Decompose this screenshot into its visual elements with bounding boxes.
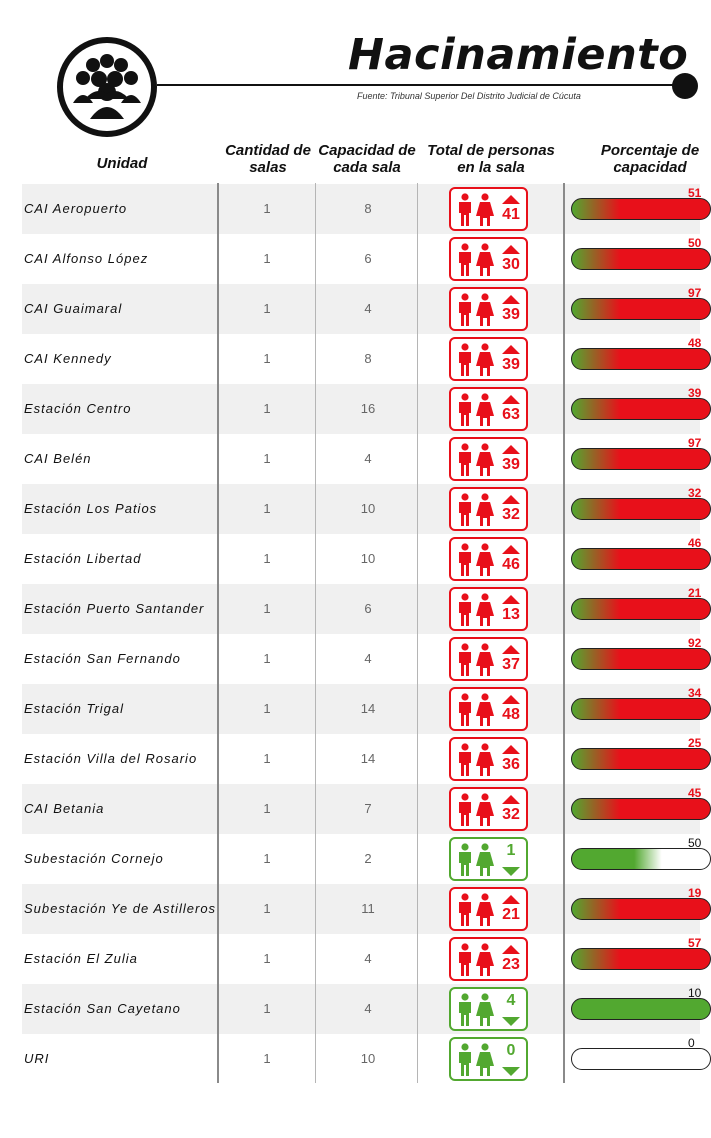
total-persons: 36 (502, 756, 520, 773)
plus-icon: + (687, 796, 699, 818)
occupancy-badge (449, 837, 528, 881)
person-icon (456, 443, 496, 477)
occupancy-badge (449, 587, 528, 631)
percent-value: 92 (688, 636, 702, 650)
rooms-value: 1 (263, 701, 271, 716)
rooms-value: 1 (263, 251, 271, 266)
occupancy-badge (449, 287, 528, 331)
capacity-value: 10 (360, 551, 376, 566)
arrow-up-icon (502, 495, 520, 504)
table-row (22, 784, 700, 834)
percent-value: 50 (688, 836, 702, 850)
percent-value: 39 (688, 386, 702, 400)
capacity-value: 2 (364, 851, 372, 866)
rooms-value: 1 (263, 1051, 271, 1066)
occupancy-badge (449, 687, 528, 731)
table-row (22, 934, 700, 984)
arrow-down-icon (502, 1067, 520, 1076)
percent-value: 34 (688, 686, 702, 700)
rooms-value: 1 (263, 751, 271, 766)
occupancy-badge (449, 387, 528, 431)
rooms-value: 1 (263, 551, 271, 566)
source-note: Fuente: Tribunal Superior Del Distrito Judicial de Cúcuta (357, 91, 581, 101)
total-persons: 32 (502, 506, 520, 523)
total-persons: 41 (502, 206, 520, 223)
total-persons: 39 (502, 356, 520, 373)
unit-name: Estación Villa del Rosario (24, 751, 198, 766)
person-icon (456, 693, 496, 727)
percent-value: 97 (688, 436, 702, 450)
total-persons: 0 (506, 1042, 516, 1059)
capacity-value: 14 (360, 751, 376, 766)
column-divider (315, 183, 316, 1083)
percent-value: 51 (688, 186, 702, 200)
arrow-up-icon (502, 595, 520, 604)
capacity-value: 14 (360, 701, 376, 716)
plus-icon: + (687, 946, 699, 968)
plus-icon: + (687, 546, 699, 568)
total-persons: 39 (502, 306, 520, 323)
percent-value: 10 (688, 986, 702, 1000)
col-header-total: Total de personas en la sala (427, 142, 555, 176)
percent-value: 19 (688, 886, 702, 900)
unit-name: Subestación Cornejo (24, 851, 164, 866)
rooms-value: 1 (263, 201, 271, 216)
total-persons: 23 (502, 956, 520, 973)
total-persons: 13 (502, 606, 520, 623)
column-divider (563, 183, 565, 1083)
person-icon (456, 643, 496, 677)
rooms-value: 1 (263, 901, 271, 916)
person-icon (456, 193, 496, 227)
column-divider (417, 183, 418, 1083)
plus-icon: + (687, 446, 699, 468)
person-icon (456, 943, 496, 977)
occupancy-badge (449, 187, 528, 231)
occupancy-badge (449, 637, 528, 681)
arrow-up-icon (502, 245, 520, 254)
rooms-value: 1 (263, 401, 271, 416)
plus-icon: + (687, 346, 699, 368)
capacity-value: 6 (364, 601, 372, 616)
arrow-up-icon (502, 295, 520, 304)
rooms-value: 1 (263, 351, 271, 366)
unit-name: CAI Betania (24, 801, 105, 816)
occupancy-badge (449, 487, 528, 531)
table-row (22, 984, 700, 1034)
rooms-value: 1 (263, 651, 271, 666)
person-icon (456, 993, 496, 1027)
capacity-bar (571, 998, 711, 1020)
percent-value: 97 (688, 286, 702, 300)
total-persons: 46 (502, 556, 520, 573)
plus-icon: + (687, 596, 699, 618)
arrow-up-icon (502, 345, 520, 354)
unit-name: CAI Aeropuerto (24, 201, 128, 216)
arrow-up-icon (502, 645, 520, 654)
percent-value: 32 (688, 486, 702, 500)
arrow-down-icon (502, 867, 520, 876)
table-row (22, 734, 700, 784)
person-icon (456, 1043, 496, 1077)
occupancy-badge (449, 887, 528, 931)
arrow-up-icon (502, 195, 520, 204)
plus-icon: + (687, 296, 699, 318)
capacity-value: 4 (364, 651, 372, 666)
plus-icon: + (687, 496, 699, 518)
person-icon (456, 393, 496, 427)
percent-value: 46 (688, 536, 702, 550)
arrow-up-icon (502, 445, 520, 454)
total-persons: 63 (502, 406, 520, 423)
plus-icon: + (687, 896, 699, 918)
plus-icon: + (687, 396, 699, 418)
table-row (22, 384, 700, 434)
unit-name: CAI Kennedy (24, 351, 112, 366)
rooms-value: 1 (263, 501, 271, 516)
table-row (22, 484, 700, 534)
rooms-value: 1 (263, 301, 271, 316)
arrow-up-icon (502, 745, 520, 754)
percent-value: 0 (688, 1036, 695, 1050)
rooms-value: 1 (263, 601, 271, 616)
table-row (22, 684, 700, 734)
unit-name: Estación Centro (24, 401, 132, 416)
unit-name: Estación El Zulia (24, 951, 138, 966)
percent-value: 45 (688, 786, 702, 800)
occupancy-badge (449, 737, 528, 781)
plus-icon: + (687, 246, 699, 268)
table-row (22, 534, 700, 584)
unit-name: Estación San Fernando (24, 651, 181, 666)
person-icon (456, 843, 496, 877)
unit-name: Estación Trigal (24, 701, 125, 716)
person-icon (456, 243, 496, 277)
capacity-value: 16 (360, 401, 376, 416)
unit-name: Estación Los Patios (24, 501, 158, 516)
percent-value: 21 (688, 586, 702, 600)
person-icon (456, 293, 496, 327)
total-persons: 4 (506, 992, 516, 1009)
unit-name: Subestación Ye de Astilleros (24, 901, 217, 916)
table-row (22, 284, 700, 334)
header-rule (157, 84, 685, 86)
rooms-value: 1 (263, 451, 271, 466)
percent-value: 25 (688, 736, 702, 750)
arrow-up-icon (502, 945, 520, 954)
capacity-bar (571, 1048, 711, 1070)
percent-value: 57 (688, 936, 702, 950)
capacity-bar (571, 848, 711, 870)
table-row (22, 834, 700, 884)
total-persons: 39 (502, 456, 520, 473)
table-row (22, 884, 700, 934)
table-row (22, 584, 700, 634)
col-header-unit: Unidad (96, 155, 148, 172)
capacity-value: 10 (360, 501, 376, 516)
col-header-capacity: Capacidad de cada sala (318, 142, 416, 176)
table-row (22, 1034, 700, 1084)
total-persons: 21 (502, 906, 520, 923)
person-icon (456, 593, 496, 627)
rooms-value: 1 (263, 851, 271, 866)
capacity-value: 11 (361, 901, 375, 916)
capacity-value: 7 (364, 801, 372, 816)
capacity-value: 8 (364, 201, 372, 216)
unit-name: CAI Belén (24, 451, 92, 466)
total-persons: 37 (502, 656, 520, 673)
occupancy-badge (449, 987, 528, 1031)
arrow-up-icon (502, 395, 520, 404)
total-persons: 48 (502, 706, 520, 723)
occupancy-badge (449, 337, 528, 381)
rooms-value: 1 (263, 1001, 271, 1016)
header-group-icon-circle (57, 37, 157, 137)
unit-name: Estación Libertad (24, 551, 142, 566)
table-row (22, 634, 700, 684)
occupancy-badge (449, 787, 528, 831)
unit-name: Estación Puerto Santander (24, 601, 205, 616)
capacity-value: 4 (364, 451, 372, 466)
total-persons: 32 (502, 806, 520, 823)
plus-icon: + (687, 746, 699, 768)
percent-value: 48 (688, 336, 702, 350)
table-row (22, 234, 700, 284)
capacity-value: 8 (364, 351, 372, 366)
group-people-icon (63, 43, 151, 131)
unit-name: CAI Guaimaral (24, 301, 123, 316)
total-persons: 1 (506, 842, 516, 859)
table-row (22, 184, 700, 234)
arrow-up-icon (502, 795, 520, 804)
rooms-value: 1 (263, 801, 271, 816)
plus-icon: + (687, 646, 699, 668)
column-divider (217, 183, 219, 1083)
rooms-value: 1 (263, 951, 271, 966)
arrow-up-icon (502, 895, 520, 904)
occupancy-badge (449, 537, 528, 581)
occupancy-badge (449, 237, 528, 281)
occupancy-badge (449, 1037, 528, 1081)
capacity-value: 4 (364, 301, 372, 316)
arrow-up-icon (502, 545, 520, 554)
table-row (22, 334, 700, 384)
person-icon (456, 893, 496, 927)
arrow-up-icon (502, 695, 520, 704)
occupancy-badge (449, 437, 528, 481)
table-row (22, 434, 700, 484)
percent-value: 50 (688, 236, 702, 250)
occupancy-badge (449, 937, 528, 981)
capacity-value: 4 (364, 1001, 372, 1016)
person-icon (456, 343, 496, 377)
capacity-value: 6 (364, 251, 372, 266)
unit-name: Estación San Cayetano (24, 1001, 181, 1016)
arrow-down-icon (502, 1017, 520, 1026)
total-persons: 30 (502, 256, 520, 273)
plus-icon: + (687, 696, 699, 718)
capacity-value: 10 (360, 1051, 376, 1066)
capacity-value: 4 (364, 951, 372, 966)
unit-name: CAI Alfonso López (24, 251, 149, 266)
col-header-rooms: Cantidad de salas (225, 142, 311, 176)
person-icon (456, 793, 496, 827)
unit-name: URI (24, 1051, 50, 1066)
col-header-percent: Porcentaje de capacidad (600, 142, 700, 176)
page-title: Hacinamiento (348, 30, 689, 80)
person-icon (456, 543, 496, 577)
plus-icon: + (687, 196, 699, 218)
person-icon (456, 743, 496, 777)
person-icon (456, 493, 496, 527)
